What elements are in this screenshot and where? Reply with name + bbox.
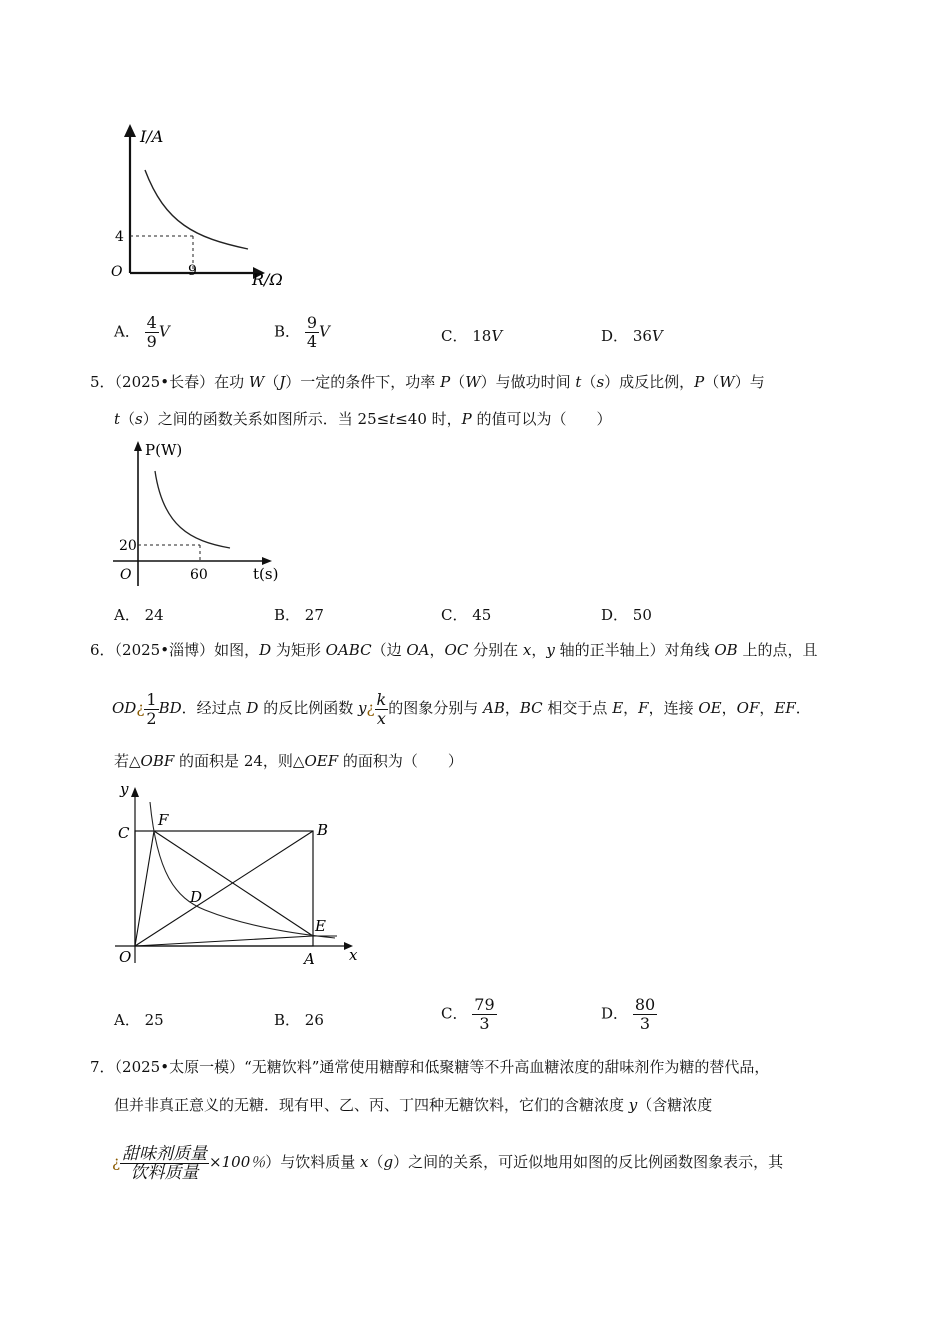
q5-option-d[interactable]: D． 50 xyxy=(601,606,652,624)
label-x: x xyxy=(349,946,358,964)
x-axis-label: t(s) xyxy=(253,565,279,583)
label-D: D xyxy=(190,888,203,906)
x-tick-label: 9 xyxy=(188,263,197,279)
option-b[interactable]: B． $\frac{9}{4}$ V xyxy=(274,313,330,351)
q6-option-c[interactable]: C． $\frac{79}{3}$ xyxy=(441,995,495,1033)
origin-label: O xyxy=(111,264,123,280)
label-F: F xyxy=(158,811,169,829)
question-7-line-3: ¿ $\frac{\text{甜味剂质量}}{\text{饮料质量}}$ ×100％）与饮料质量 x（g）之间的关系，可近似地用如图的反比例函数图象表示，其 xyxy=(112,1143,784,1183)
y-tick-label: 20 xyxy=(119,538,137,554)
question-6-line-3: 若△OBF 的面积是 24，则△OEF 的面积为（ ） xyxy=(114,752,463,770)
q5-option-c[interactable]: C． 45 xyxy=(441,606,492,624)
x-axis-label: R/Ω xyxy=(252,270,283,289)
q6-option-d[interactable]: D． $\frac{80}{3}$ xyxy=(601,995,656,1033)
label-C: C xyxy=(118,824,130,842)
question-7-line-1: 7．（2025•太原一模）“无糖饮料”通常使用糖醇和低聚糖等不升高血糖浓度的甜味剂作为糖的替代品， xyxy=(90,1058,770,1076)
y-tick-label: 4 xyxy=(115,229,124,245)
label-E: E xyxy=(315,917,326,935)
label-O: O xyxy=(119,948,132,966)
q6-option-a[interactable]: A． 25 xyxy=(114,1011,164,1029)
q5-option-b[interactable]: B． 27 xyxy=(274,606,324,624)
x-tick-label: 60 xyxy=(190,567,208,583)
option-d[interactable]: D． 36V xyxy=(601,327,663,345)
y-axis-label: P(W) xyxy=(145,441,183,459)
q5-option-a[interactable]: A． 24 xyxy=(114,606,164,624)
question-5-line-2: t（s）之间的函数关系如图所示．当 25≤t≤40 时，P 的值可以为（ ） xyxy=(114,410,612,428)
figure-power-time xyxy=(105,436,285,586)
option-c[interactable]: C． 18V xyxy=(441,327,503,345)
label-A: A xyxy=(304,950,315,968)
label-y: y xyxy=(120,780,129,798)
figure-rectangle-hyperbola xyxy=(105,778,370,968)
question-6-line-1: 6．（2025•淄博）如图，D 为矩形 OABC（边 OA，OC 分别在 x，y 轴的正半轴上）对角线 OB 上的点，且 xyxy=(90,641,818,659)
origin-label: O xyxy=(120,567,132,583)
option-a[interactable]: A． $\frac{4}{9}$ V xyxy=(114,313,170,351)
label-B: B xyxy=(317,821,329,839)
y-axis-label: I/A xyxy=(140,127,164,146)
question-5-line-1: 5．（2025•长春）在功 W（J）一定的条件下，功率 P（W）与做功时间 t（s）成反比例，P（W）与 xyxy=(90,373,765,391)
question-6-line-2: OD¿ $\frac{1}{2}$ BD．经过点 D 的反比例函数 y¿ $\frac{k}{x}$ 的图象分别与 AB，BC 相交于点 E，F，连接 OE，OF，EF． xyxy=(112,689,811,728)
question-7-line-2: 但并非真正意义的无糖．现有甲、乙、丙、丁四种无糖饮料，它们的含糖浓度 y（含糖浓度 xyxy=(114,1096,713,1114)
figure-current-resistance xyxy=(105,118,305,298)
q6-option-b[interactable]: B． 26 xyxy=(274,1011,324,1029)
